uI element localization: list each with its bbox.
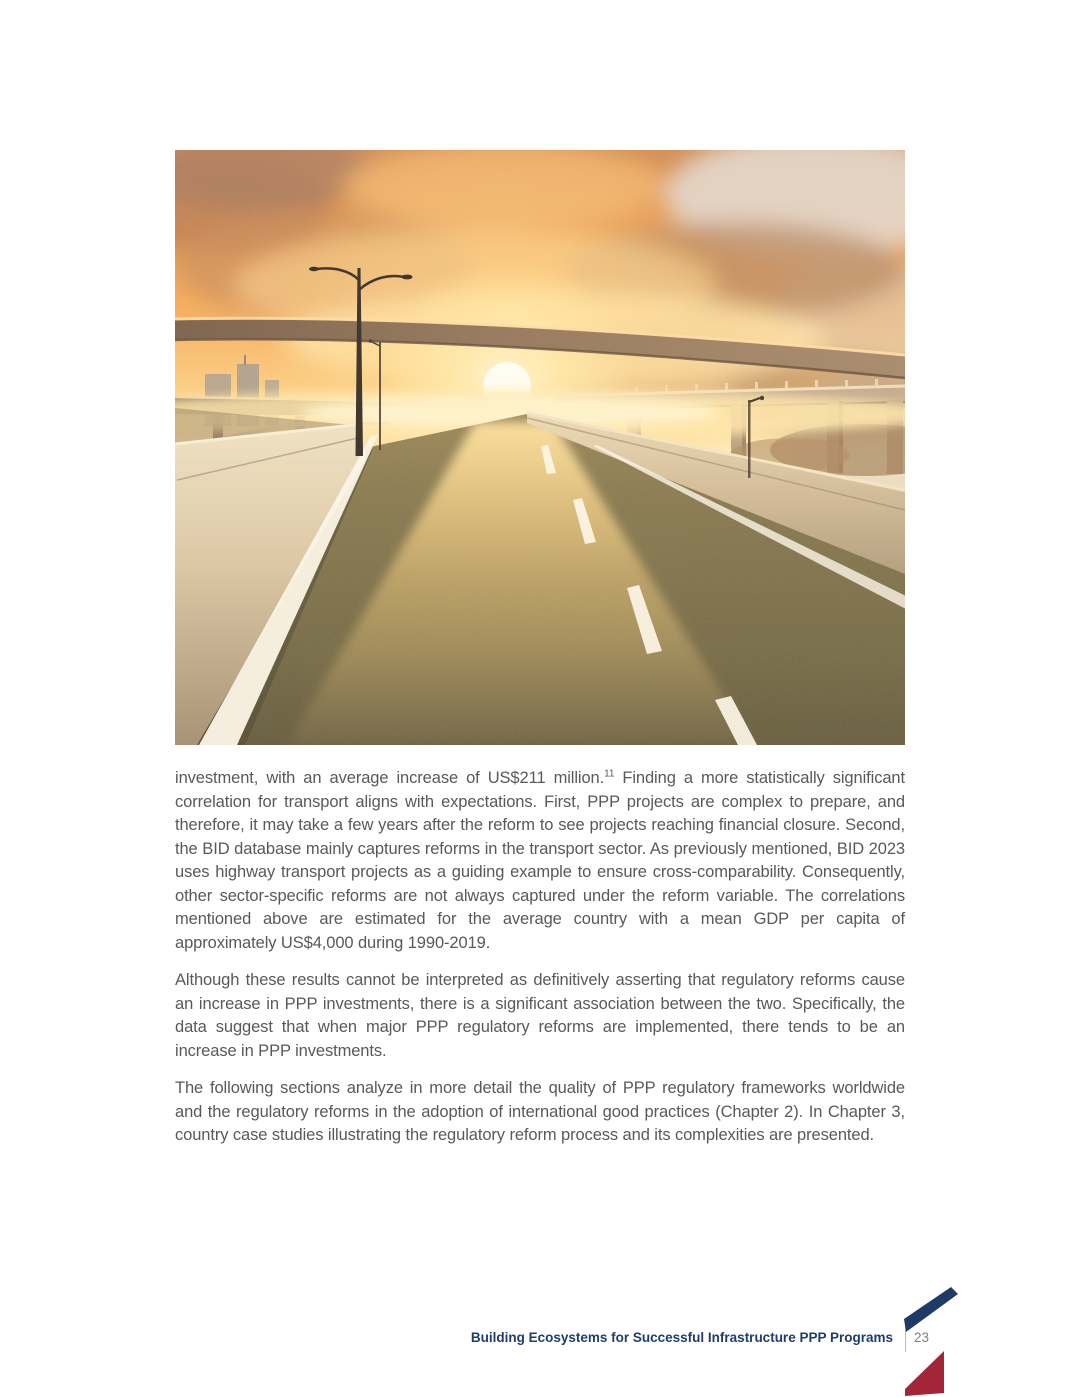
body-text	[175, 767, 905, 1162]
page-number: 23	[914, 1330, 930, 1345]
hero-photo	[175, 150, 905, 745]
paragraph-1-post: Finding a more statistically significant correlation for transport aligns with expectations. First, PPP projects are complex to prepare, and therefore, it may take a few years after the reform to see projects reaching financial closure. Second, the BID database mainly captures reforms in the transport sector. As previously mentioned, BID 2023 uses highway transport projects as a guiding example to ensure cross-comparability. Consequently, other sector-specific reforms are not always captured under the reform variable. The correlations mentioned above are estimated for the average country with a mean GDP per capita of approximately US$4,000 during 1990-2019.	[175, 769, 905, 952]
footer-title: Building Ecosystems for Successful Infrastructure PPP Programs	[470, 1330, 893, 1345]
paragraph-3: The following sections analyze in more detail the quality of PPP regulatory frameworks worldwide and the regulatory reforms in the adoption of international good practices (Chapter 2). In Chapter 3, country case studies illustrating the regulatory reform process and its complexities are presented.	[175, 1079, 905, 1144]
hero-photo-svg	[175, 150, 905, 745]
paragraph-2: Although these results cannot be interpreted as definitively asserting that regulatory reforms cause an increase in PPP investments, there is a significant association between the two. Specifically, the data suggest that when major PPP regulatory reforms are implemented, there tends to be an increase in PPP investments.	[175, 971, 905, 1060]
paragraph-1	[175, 767, 905, 955]
footer-blue-ribbon	[904, 1287, 958, 1332]
footer-red-ribbon	[905, 1351, 944, 1396]
footer-corner-ribbons	[895, 1283, 965, 1397]
footnote-ref-11: 11	[604, 768, 615, 780]
paragraph-1-pre: investment, with an average increase of US$211 million.	[175, 769, 605, 787]
